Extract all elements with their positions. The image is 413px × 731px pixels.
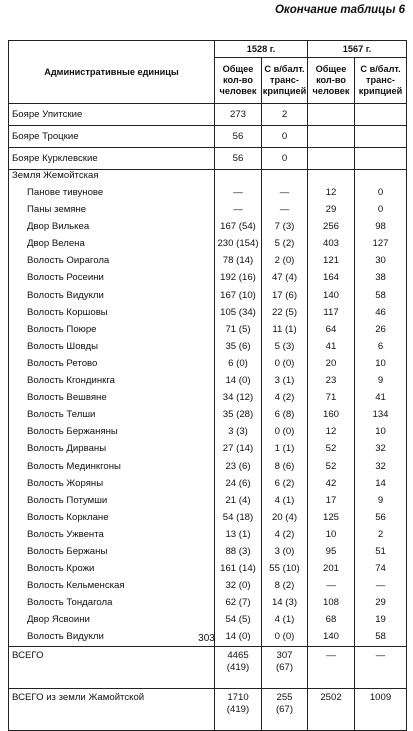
table-row — [9, 611, 407, 628]
cell: 51 — [355, 543, 407, 560]
cell: 17 (6) — [262, 287, 308, 304]
row-name: ВСЕГО из земли Жамойтской — [9, 688, 215, 730]
cell: 41 — [308, 338, 355, 355]
cell: 121 — [308, 252, 355, 269]
row-name: Двор Вилькеа — [9, 218, 215, 235]
cell: 55 (10) — [262, 560, 308, 577]
table-row — [9, 287, 407, 304]
cell: 64 — [308, 321, 355, 338]
row-name: Двор Велена — [9, 235, 215, 252]
cell: 164 — [308, 269, 355, 286]
row-name: Волость Потумши — [9, 492, 215, 509]
cell: 13 (1) — [215, 526, 262, 543]
table-row — [9, 170, 407, 185]
row-name: Волость Коршовы — [9, 304, 215, 321]
cell: 4 (2) — [262, 389, 308, 406]
table-row — [9, 458, 407, 475]
table-row — [9, 543, 407, 560]
cell: 307 (67) — [262, 646, 308, 688]
admin-units-header: Административные единицы — [9, 41, 215, 104]
cell: 32 — [355, 440, 407, 457]
page-number-fragment: 303 — [198, 633, 215, 644]
cell: 56 — [215, 148, 262, 170]
row-name: Волость Тондагола — [9, 594, 215, 611]
cell: 10 — [355, 423, 407, 440]
table-row — [9, 104, 407, 126]
cell: 17 — [308, 492, 355, 509]
table-row — [9, 509, 407, 526]
row-name: Волость Вешвяне — [9, 389, 215, 406]
cell: 38 — [355, 269, 407, 286]
cell: 201 — [308, 560, 355, 577]
cell: 230 (154) — [215, 235, 262, 252]
cell: 108 — [308, 594, 355, 611]
year-1528-header: 1528 г. — [215, 41, 308, 58]
cell: 192 (16) — [215, 269, 262, 286]
row-name: Волость Кгондинкга — [9, 372, 215, 389]
row-name: Волость Крожи — [9, 560, 215, 577]
cell: 7 (3) — [262, 218, 308, 235]
total-people-header-1528: Общее кол-во человек — [215, 58, 262, 104]
table-row — [9, 321, 407, 338]
cell: 23 — [308, 372, 355, 389]
cell: 34 (12) — [215, 389, 262, 406]
cell: — — [308, 577, 355, 594]
row-name: Паны земяне — [9, 201, 215, 218]
cell: 27 (14) — [215, 440, 262, 457]
cell: 12 — [308, 423, 355, 440]
cell: 125 — [308, 509, 355, 526]
cell: 24 (6) — [215, 475, 262, 492]
cell: 30 — [355, 252, 407, 269]
cell: 4 (1) — [262, 611, 308, 628]
cell: 62 (7) — [215, 594, 262, 611]
row-name: Волость Оирагола — [9, 252, 215, 269]
cell: 6 — [355, 338, 407, 355]
cell: 20 — [308, 355, 355, 372]
cell: 0 — [355, 201, 407, 218]
row-name: Волость Шовды — [9, 338, 215, 355]
cell: 117 — [308, 304, 355, 321]
cell — [308, 126, 355, 148]
cell — [308, 104, 355, 126]
cell: 0 — [262, 148, 308, 170]
cell: 52 — [308, 440, 355, 457]
cell: 11 (1) — [262, 321, 308, 338]
cell: — — [215, 184, 262, 201]
table-row — [9, 148, 407, 170]
cell: 0 (0) — [262, 628, 308, 646]
cell: 74 — [355, 560, 407, 577]
cell: 95 — [308, 543, 355, 560]
cell: 68 — [308, 611, 355, 628]
cell: 10 — [308, 526, 355, 543]
cell: 58 — [355, 287, 407, 304]
cell: 0 (0) — [262, 355, 308, 372]
table-row — [9, 646, 407, 688]
row-name: ВСЕГО — [9, 646, 215, 688]
cell: 134 — [355, 406, 407, 423]
balt-transcription-header-1528: С в/балт. транс-крипцией — [262, 58, 308, 104]
cell: 2 — [355, 526, 407, 543]
table-row — [9, 560, 407, 577]
cell: 127 — [355, 235, 407, 252]
cell: 12 — [308, 184, 355, 201]
cell: 23 (6) — [215, 458, 262, 475]
cell: 21 (4) — [215, 492, 262, 509]
table-row — [9, 126, 407, 148]
cell: 9 — [355, 372, 407, 389]
cell: 403 — [308, 235, 355, 252]
total-people-header-1567: Общее кол-во человек — [308, 58, 355, 104]
table-row — [9, 406, 407, 423]
cell: 20 (4) — [262, 509, 308, 526]
cell: 273 — [215, 104, 262, 126]
table-row — [9, 218, 407, 235]
row-name: Волость Видукли — [9, 287, 215, 304]
cell: 3 (3) — [215, 423, 262, 440]
balt-transcription-header-1567: С в/балт. транс-крипцией — [355, 58, 407, 104]
row-name: Волость Кельменская — [9, 577, 215, 594]
cell: 140 — [308, 287, 355, 304]
cell: 32 — [355, 458, 407, 475]
cell: 58 — [355, 628, 407, 646]
cell: 54 (18) — [215, 509, 262, 526]
data-table — [8, 40, 407, 731]
table-row — [9, 372, 407, 389]
row-name: Волость Жоряны — [9, 475, 215, 492]
cell: 8 (2) — [262, 577, 308, 594]
table-row — [9, 423, 407, 440]
table-caption: Окончание таблицы 6 — [274, 4, 405, 16]
cell: — — [262, 184, 308, 201]
cell: 8 (6) — [262, 458, 308, 475]
table-row — [9, 594, 407, 611]
cell: 6 (0) — [215, 355, 262, 372]
table-row — [9, 355, 407, 372]
cell — [355, 148, 407, 170]
cell: 3 (0) — [262, 543, 308, 560]
cell: 78 (14) — [215, 252, 262, 269]
cell: 2502 — [308, 688, 355, 730]
table-row — [9, 492, 407, 509]
row-name: Волость Бержаны — [9, 543, 215, 560]
cell: — — [355, 646, 407, 688]
row-name: Волость Бержаняны — [9, 423, 215, 440]
cell: — — [355, 577, 407, 594]
cell: 88 (3) — [215, 543, 262, 560]
cell: 2 (0) — [262, 252, 308, 269]
cell: — — [308, 646, 355, 688]
row-name: Волость Корклане — [9, 509, 215, 526]
row-name: Панове тивунове — [9, 184, 215, 201]
row-name: Волость Ретово — [9, 355, 215, 372]
table-row — [9, 304, 407, 321]
table-row — [9, 440, 407, 457]
cell: 4 (2) — [262, 526, 308, 543]
cell: 255 (67) — [262, 688, 308, 730]
cell: 35 (28) — [215, 406, 262, 423]
cell: 6 (2) — [262, 475, 308, 492]
cell: 71 — [308, 389, 355, 406]
row-name: Двор Ясвоини — [9, 611, 215, 628]
cell: 4465 (419) — [215, 646, 262, 688]
table-row — [9, 269, 407, 286]
cell: 42 — [308, 475, 355, 492]
cell: 5 (3) — [262, 338, 308, 355]
row-name: Бояре Троцкие — [9, 126, 215, 148]
cell: 140 — [308, 628, 355, 646]
cell: 29 — [308, 201, 355, 218]
cell: 0 — [355, 184, 407, 201]
cell: 5 (2) — [262, 235, 308, 252]
year-1567-header: 1567 г. — [308, 41, 407, 58]
cell: 98 — [355, 218, 407, 235]
row-name: Бояре Курклевские — [9, 148, 215, 170]
cell: 9 — [355, 492, 407, 509]
row-name: Волость Росеини — [9, 269, 215, 286]
row-name: Волость Мединкгоны — [9, 458, 215, 475]
cell: — — [215, 201, 262, 218]
cell: 32 (0) — [215, 577, 262, 594]
cell: 14 — [355, 475, 407, 492]
cell: 256 — [308, 218, 355, 235]
cell: 52 — [308, 458, 355, 475]
table-row — [9, 577, 407, 594]
cell: 14 (0) — [215, 372, 262, 389]
cell: 1 (1) — [262, 440, 308, 457]
cell: 160 — [308, 406, 355, 423]
cell — [355, 104, 407, 126]
cell: 22 (5) — [262, 304, 308, 321]
table-row — [9, 184, 407, 201]
cell: 6 (8) — [262, 406, 308, 423]
cell: 71 (5) — [215, 321, 262, 338]
cell: 47 (4) — [262, 269, 308, 286]
cell: 14 (3) — [262, 594, 308, 611]
cell: 46 — [355, 304, 407, 321]
table-row — [9, 688, 407, 730]
row-name: Волость Видукли — [9, 628, 215, 646]
cell: 35 (6) — [215, 338, 262, 355]
table-row — [9, 338, 407, 355]
cell: 0 (0) — [262, 423, 308, 440]
cell: 56 — [355, 509, 407, 526]
cell: — — [262, 201, 308, 218]
cell: 41 — [355, 389, 407, 406]
cell: 56 — [215, 126, 262, 148]
table-row — [9, 475, 407, 492]
row-name: Бояре Упитские — [9, 104, 215, 126]
cell: 2 — [262, 104, 308, 126]
row-name: Волость Ужвента — [9, 526, 215, 543]
cell: 167 (54) — [215, 218, 262, 235]
cell: 14 (0) — [215, 628, 262, 646]
row-name: Волость Поюре — [9, 321, 215, 338]
cell: 1009 — [355, 688, 407, 730]
table-row — [9, 201, 407, 218]
row-name: Волость Телши — [9, 406, 215, 423]
cell — [355, 126, 407, 148]
table-row — [9, 526, 407, 543]
table-row — [9, 389, 407, 406]
cell — [308, 148, 355, 170]
section-title: Земля Жемойтская — [9, 170, 215, 185]
cell: 1710 (419) — [215, 688, 262, 730]
table-row — [9, 235, 407, 252]
row-name: Волость Дирваны — [9, 440, 215, 457]
cell: 4 (1) — [262, 492, 308, 509]
table-row — [9, 252, 407, 269]
cell: 26 — [355, 321, 407, 338]
cell: 167 (10) — [215, 287, 262, 304]
cell: 29 — [355, 594, 407, 611]
cell: 10 — [355, 355, 407, 372]
cell: 19 — [355, 611, 407, 628]
cell: 0 — [262, 126, 308, 148]
cell: 3 (1) — [262, 372, 308, 389]
cell: 161 (14) — [215, 560, 262, 577]
cell: 105 (34) — [215, 304, 262, 321]
cell: 54 (5) — [215, 611, 262, 628]
